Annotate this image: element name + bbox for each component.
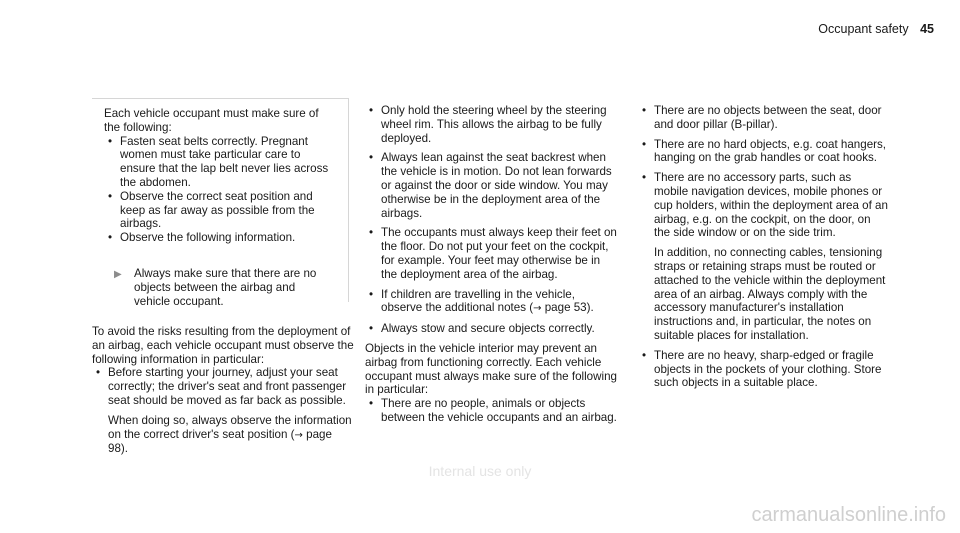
triangle-right-icon: ▶ [114,268,122,280]
list-item: • The occupants must always keep their feet on the floor. Do not put your feet on the cockpit, for example. Your feet may otherwise be in the deployment area of the airbag. [369,226,617,281]
box-note [104,267,332,308]
page-number: 45 [920,22,934,36]
list-item: • There are no objects between the seat, door and door pillar (B-pillar). [642,104,882,131]
column-2-text [365,104,617,431]
list-item: • Fasten seat belts correctly. Pregnant women must take particular care to ensure that the lap belt never lies across the abdomen. [108,134,329,189]
section-title: Occupant safety [818,22,909,36]
list-item: • Observe the correct seat position and keep as far away as possible from the airbags. [108,189,315,231]
list-item: • Always lean against the seat backrest when the vehicle is in motion. Do not lean forwards or against the door or side window. You may otherwise be in the deployment area of the airbags. [369,151,612,220]
list-item: • Before starting your journey, adjust your seat correctly; the driver's seat and front passenger seat should be moved as far back as possible. When doing so, always observe the information on the correct driver's seat position (→ page 98). [92,366,354,456]
page-header [818,22,934,36]
arrow-right-icon: → [294,429,303,441]
watermark-site: carmanualsonline.info [751,504,946,526]
column-1-text [92,325,354,462]
column-3-text [638,104,888,396]
list-item: • Observe the following information. [108,231,296,245]
arrow-right-icon: → [533,303,542,315]
paragraph: To avoid the risks resulting from the deployment of an airbag, each vehicle occupant must observe the following information in particular: [92,325,354,366]
paragraph: Objects in the vehicle interior may prevent an airbag from functioning correctly. Each vehicle occupant must always make sure of the following in particular: [365,341,617,397]
list-item: • Always stow and secure objects correctly. [369,322,595,336]
box-bullet-list [104,135,332,245]
info-box [92,98,349,308]
watermark-internal: Internal use only [428,463,532,479]
list-item: • If children are travelling in the vehicle, observe the additional notes (→ page 53). [369,287,594,315]
list-item: • Only hold the steering wheel by the steering wheel rim. This allows the airbag to be fully deployed. [369,104,607,145]
list-item: • There are no heavy, sharp-edged or fragile objects in the pockets of your clothing. Store such objects in a suitable place. [642,348,882,390]
list-item: • There are no accessory parts, such as mobile navigation devices, mobile phones or cup holders, within the deployment area of an airbag, e.g. on the cockpit, on the door, on the side window or on the side trim. In addition, no connecting cables, tensioning straps or retaining straps must be routed or attached to the vehicle within the deployment area of an airbag. Always comply with the accessory manufacturer's installation instructions and, in particular, the notes on suitable places for installation. [642,171,888,342]
box-note-text: Always make sure that there are no objects between the airbag and vehicle occupant. [134,266,317,308]
box-intro: Each vehicle occupant must make sure of the following: [104,107,319,134]
list-item: • There are no hard objects, e.g. coat hangers, hanging on the grab handles or coat hooks. [642,137,887,165]
list-item: • There are no people, animals or objects between the vehicle occupants and an airbag. [369,397,617,424]
bullet-continuation: In addition, no connecting cables, tensioning straps or retaining straps must be routed or attached to the vehicle within the deployment area of an airbag. Always comply with the accessory manufacturer's installation instructions and, in particular, the notes on suitable places for installation. [654,246,886,342]
bullet-continuation: When doing so, always observe the information on the correct driver's seat position (→ page 98). [108,413,352,456]
